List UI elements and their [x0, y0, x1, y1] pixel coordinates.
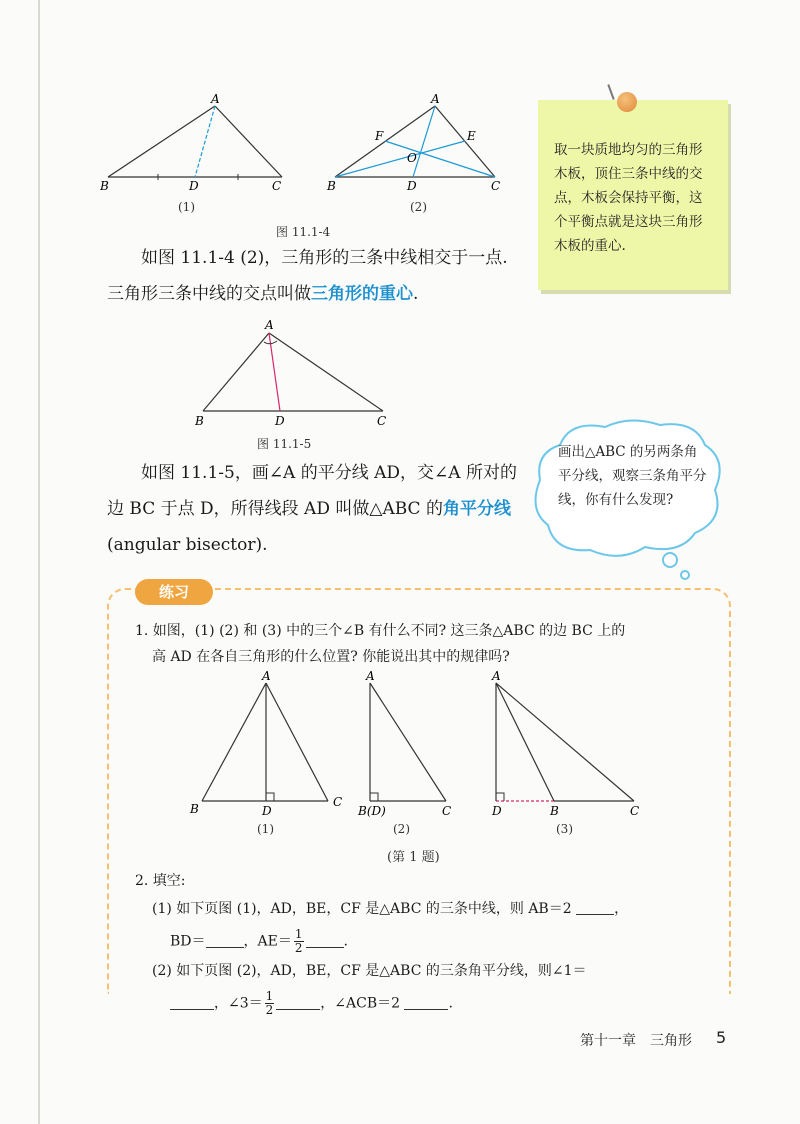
practice-tag: 练习	[135, 579, 213, 605]
label-B: B	[100, 179, 109, 193]
q1-sub-3: (3)	[556, 822, 573, 836]
label-D: D	[407, 179, 417, 193]
pushpin-icon	[617, 92, 637, 112]
q1-figure-1	[188, 668, 353, 818]
answer-blank[interactable]	[206, 933, 244, 948]
figure-11-1-5	[195, 315, 395, 430]
q1-sub-2: (2)	[393, 822, 410, 836]
label-B: B	[550, 804, 559, 818]
fraction-half: $\frac{1}{2}$	[294, 927, 303, 955]
fraction-half: $\frac{1}{2}$	[265, 989, 274, 1017]
label-A: A	[366, 669, 375, 683]
paragraph-text: 如图 11.1-4 (2)，三角形的三条中线相交于一点. 三角形三条中线的交点叫做	[107, 248, 508, 304]
label-C: C	[442, 804, 452, 818]
label-A: A	[431, 92, 440, 106]
figure-11-1-4-part1	[100, 92, 300, 202]
answer-blank[interactable]	[170, 995, 214, 1010]
q1-sub-1: (1)	[257, 822, 274, 836]
side-note-text: 取一块质地均匀的三角形木板，顶住三条中线的交点，木板会保持平衡，这个平衡点就是这块三角形木板的重心.	[554, 142, 703, 254]
label-E: E	[467, 129, 476, 143]
label-D: D	[492, 804, 502, 818]
answer-blank[interactable]	[306, 933, 344, 948]
label-A: A	[265, 318, 274, 332]
label-B: B	[327, 179, 336, 193]
q1-figure-caption: (第 1 题)	[387, 850, 440, 865]
label-B: B	[195, 414, 204, 428]
label-A: A	[262, 669, 271, 683]
paragraph-bisector: 如图 11.1-5，画∠A 的平分线 AD，交∠A 所对的边 BC 于点 D，所得线段 AD 叫做△ABC 的角平分线 (angular bisector).	[107, 463, 517, 555]
label-C: C	[377, 414, 387, 428]
label-A: A	[492, 669, 501, 683]
figure-caption-11-1-4: 图 11.1-4	[276, 225, 331, 239]
label-C: C	[333, 795, 343, 809]
question-2-1-line2: BD＝ ，AE＝ $\frac{1}{2}$ .	[170, 927, 348, 955]
label-BD: B(D)	[358, 804, 386, 818]
q1-figure-2	[356, 668, 466, 818]
answer-blank[interactable]	[576, 900, 614, 915]
label-D: D	[275, 414, 285, 428]
label-C: C	[630, 804, 640, 818]
cloud-text: 画出△ABC 的另两条角平分线，观察三条角平分线，你有什么发现?	[558, 444, 707, 508]
figure-11-1-4-part2	[325, 92, 515, 202]
paragraph-text: 如图 11.1-5，画∠A 的平分线 AD，交∠A 所对的边 BC 于点 D，所得线段 AD 叫做△ABC 的	[107, 463, 517, 519]
question-2-2-line1: (2) 如下页图 (2)，AD，BE，CF 是△ABC 的三条角平分线，则∠1＝	[152, 963, 587, 979]
paragraph-centroid: 如图 11.1-4 (2)，三角形的三条中线相交于一点. 三角形三条中线的交点叫做三角形的重心.	[107, 248, 508, 304]
pin-needle	[607, 84, 614, 100]
label-D: D	[262, 804, 272, 818]
term-centroid: 三角形的重心	[311, 284, 413, 304]
page-spine	[38, 0, 40, 1124]
question-1-line1: 1. 如图，(1) (2) 和 (3) 中的三个∠B 有什么不同? 这三条△ABC 的边 BC 上的	[135, 623, 626, 639]
term-angle-bisector: 角平分线	[442, 499, 511, 519]
answer-blank[interactable]	[276, 995, 320, 1010]
footer-chapter: 第十一章 三角形	[580, 1033, 692, 1049]
page-number: 5	[716, 1028, 727, 1047]
label-A: A	[211, 92, 220, 106]
question-2-2-line2: ，∠3＝ $\frac{1}{2}$ ，∠ACB＝2 .	[170, 990, 453, 1017]
question-2-title: 2. 填空:	[135, 873, 186, 889]
answer-blank[interactable]	[404, 995, 448, 1010]
question-1-line2: 高 AD 在各自三角形的什么位置? 你能说出其中的规律吗?	[152, 649, 510, 665]
subfigure-label-1: (1)	[178, 200, 195, 214]
question-2-1-line1: (1) 如下页图 (1)，AD，BE，CF 是△ABC 的三条中线，则 AB＝2 ，	[152, 901, 629, 917]
label-O: O	[407, 151, 417, 165]
side-note	[538, 100, 728, 290]
label-C: C	[272, 179, 282, 193]
label-F: F	[375, 129, 384, 143]
label-B: B	[190, 802, 199, 816]
figure-caption-11-1-5: 图 11.1-5	[257, 437, 312, 451]
subfigure-label-2: (2)	[410, 200, 427, 214]
q1-figure-3	[484, 668, 654, 818]
label-D: D	[189, 179, 199, 193]
label-C: C	[491, 179, 501, 193]
